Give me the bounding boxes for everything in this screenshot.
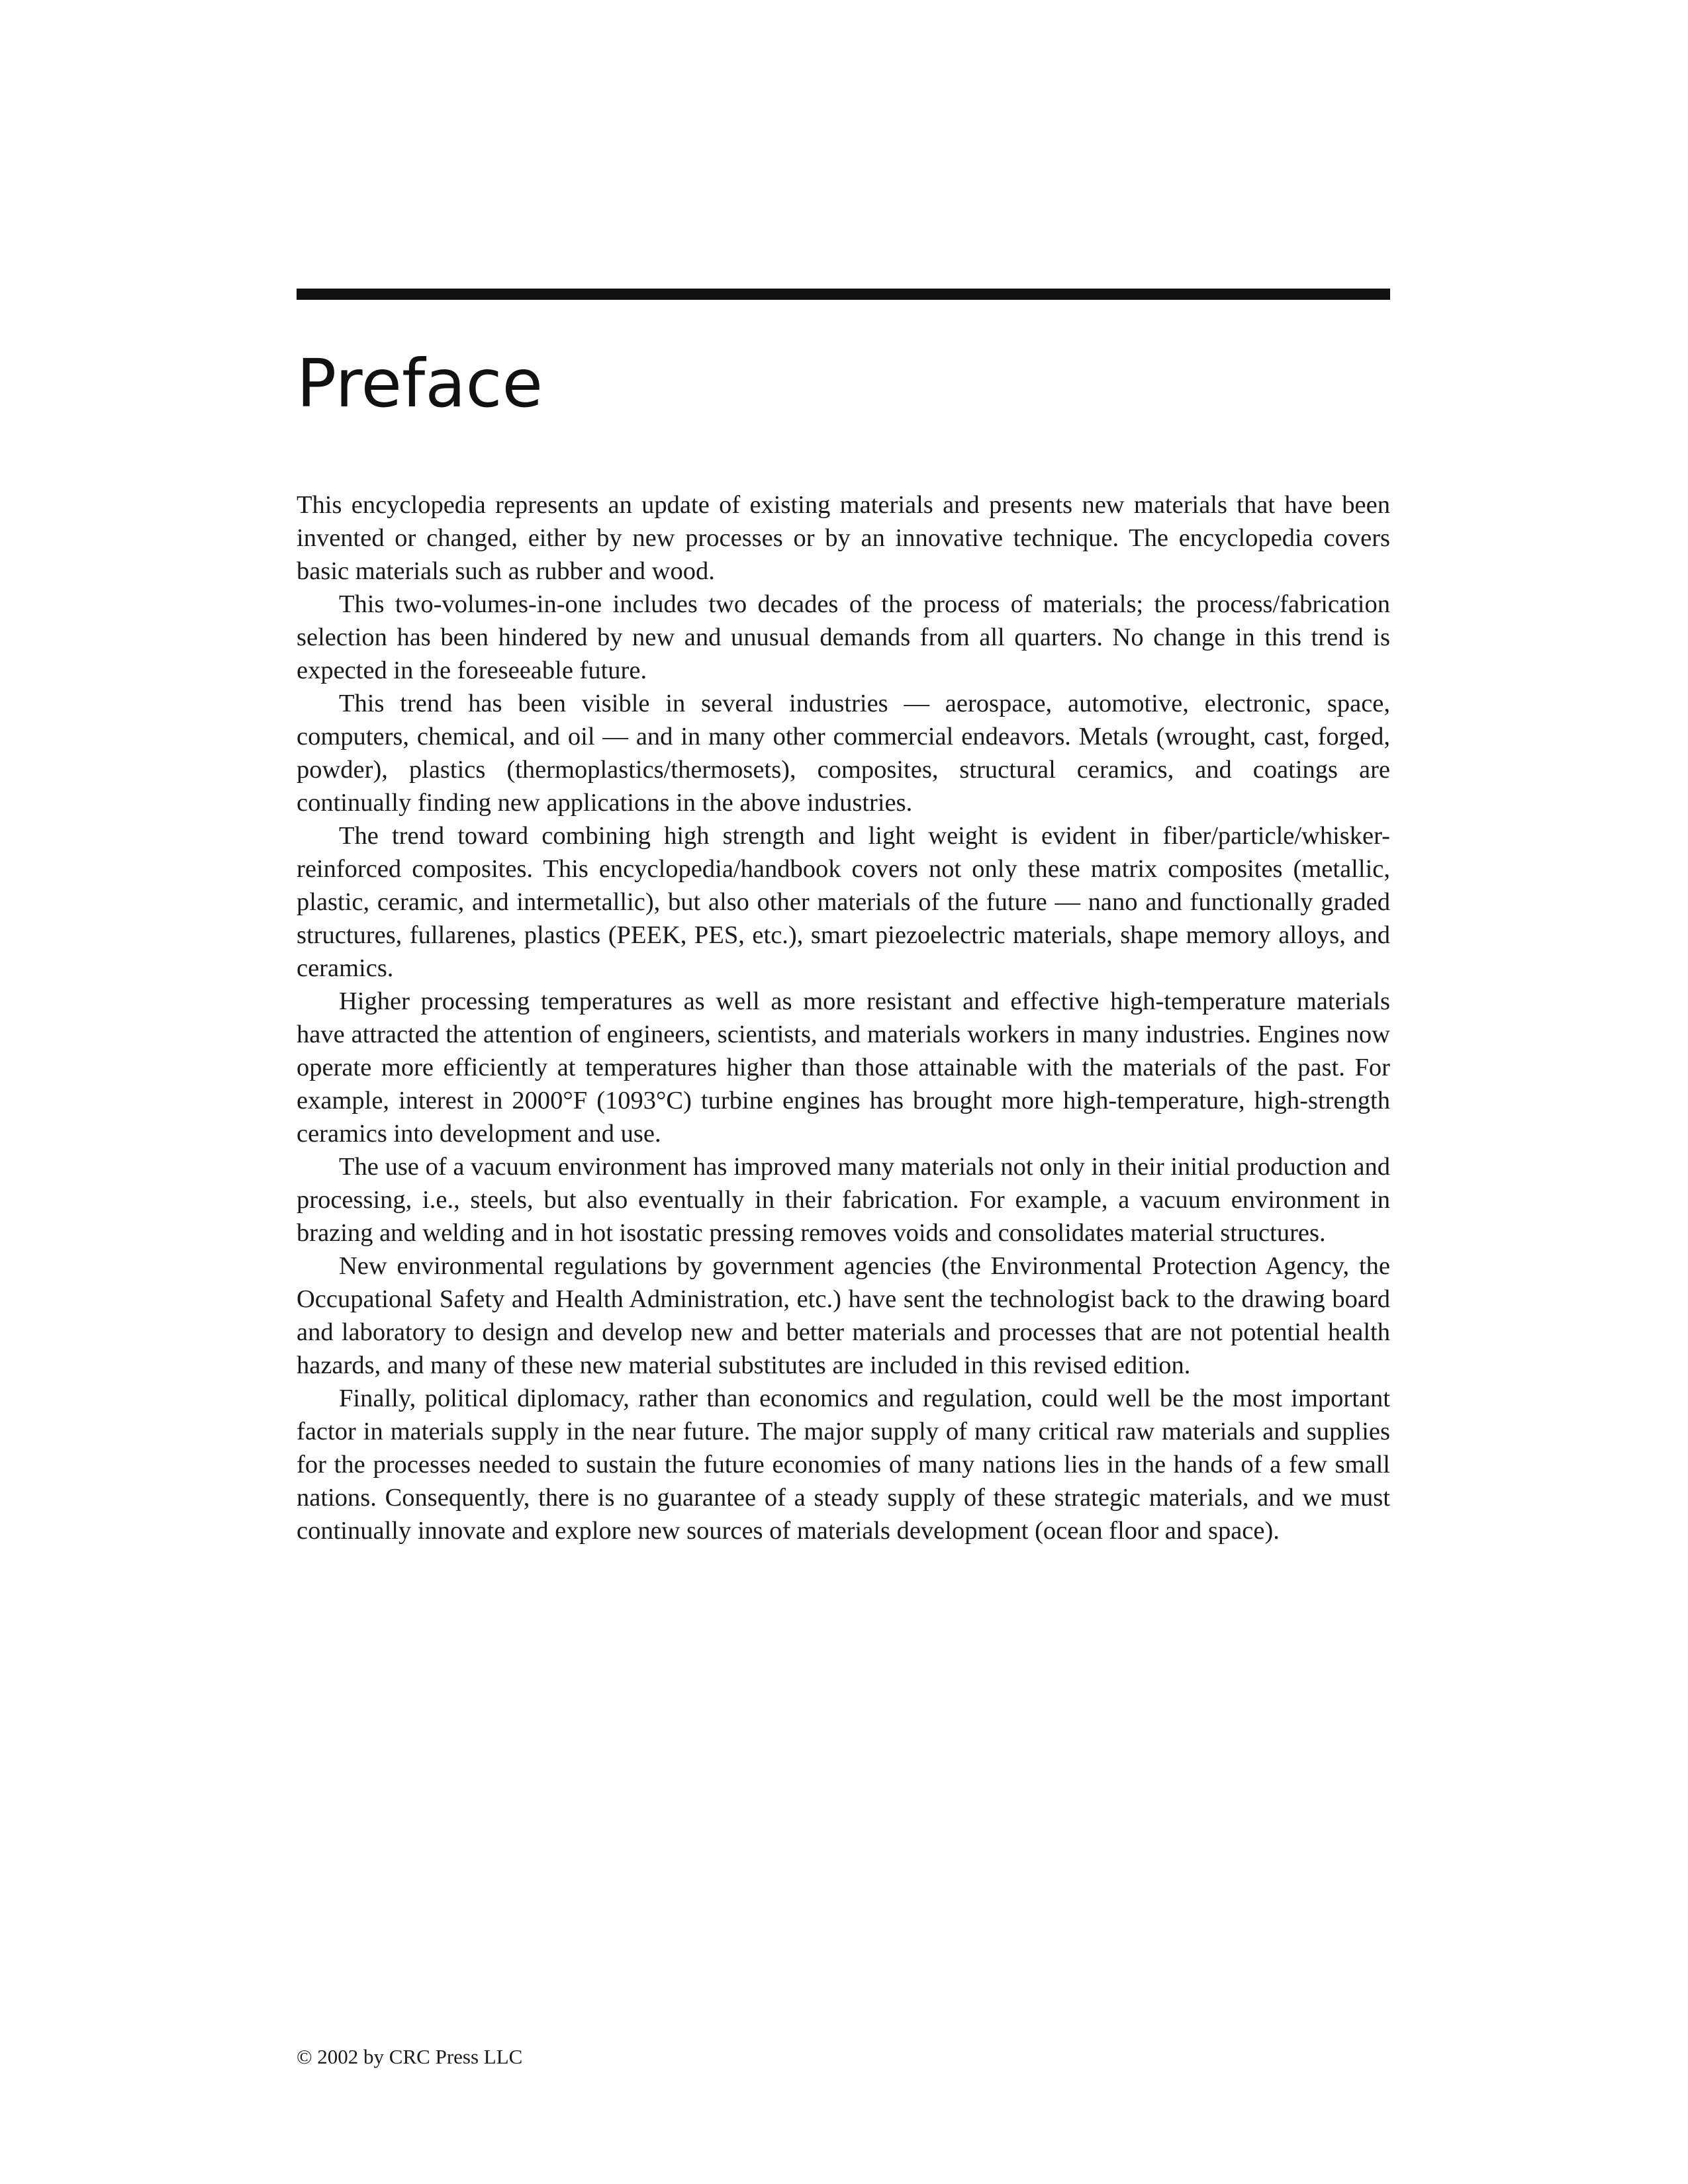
copyright-footer: © 2002 by CRC Press LLC	[297, 2045, 523, 2068]
paragraph: This trend has been visible in several industries — aerospace, automotive, electronic, space, computers, chemical, and oil — and in many other commercial endeavors. Metals (wrought, cast, forged, powder), plastics (thermoplastics/thermosets), composites, structural ceramics, and coatings are continually finding new applications in the above industries.	[297, 690, 1390, 817]
preface-body	[297, 488, 1390, 1547]
paragraph: Finally, political diplomacy, rather than economics and regulation, could well be the most important factor in materials supply in the near future. The major supply of many critical raw materials and supplies for the processes needed to sustain the future economies of many nations lies in the hands of a few small nations. Consequently, there is no guarantee of a steady supply of these strategic materials, and we must continually innovate and explore new sources of materials development (ocean floor and space).	[297, 1385, 1390, 1545]
paragraph: The trend toward combining high strength and light weight is evident in fiber/particle/whisker-reinforced composites. This encyclopedia/handbook covers not only these matrix composites (metallic, plastic, ceramic, and intermetallic), but also other materials of the future — nano and functionally graded structures, fullarenes, plastics (PEEK, PES, etc.), smart piezoelectric materials, shape memory alloys, and ceramics.	[297, 822, 1390, 982]
paragraph: Higher processing temperatures as well as more resistant and effective high-temperature materials have attracted the attention of engineers, scientists, and materials workers in many industries. Engines now operate more efficiently at temperatures higher than those attainable with the materials of the past. For example, interest in 2000°F (1093°C) turbine engines has brought more high-temperature, high-strength ceramics into development and use.	[297, 987, 1390, 1148]
page-title: Preface	[297, 345, 543, 422]
document-page	[297, 0, 1390, 2184]
paragraph: New environmental regulations by government agencies (the Environmental Protection Agency, the Occupational Safety and Health Administration, etc.) have sent the technologist back to the drawing board and laboratory to design and develop new and better materials and processes that are not potential health hazards, and many of these new material substitutes are included in this revised edition.	[297, 1252, 1390, 1379]
paragraph: This encyclopedia represents an update of existing materials and presents new materials that have been invented or changed, either by new processes or by an innovative technique. The encyclopedia covers basic materials such as rubber and wood.	[297, 491, 1390, 585]
paragraph: This two-volumes-in-one includes two decades of the process of materials; the process/fabrication selection has been hindered by new and unusual demands from all quarters. No change in this trend is expected in the foreseeable future.	[297, 590, 1390, 684]
paragraph: The use of a vacuum environment has improved many materials not only in their initial production and processing, i.e., steels, but also eventually in their fabrication. For example, a vacuum environment in brazing and welding and in hot isostatic pressing removes voids and consolidates material structures.	[297, 1153, 1390, 1247]
title-rule	[297, 289, 1390, 300]
